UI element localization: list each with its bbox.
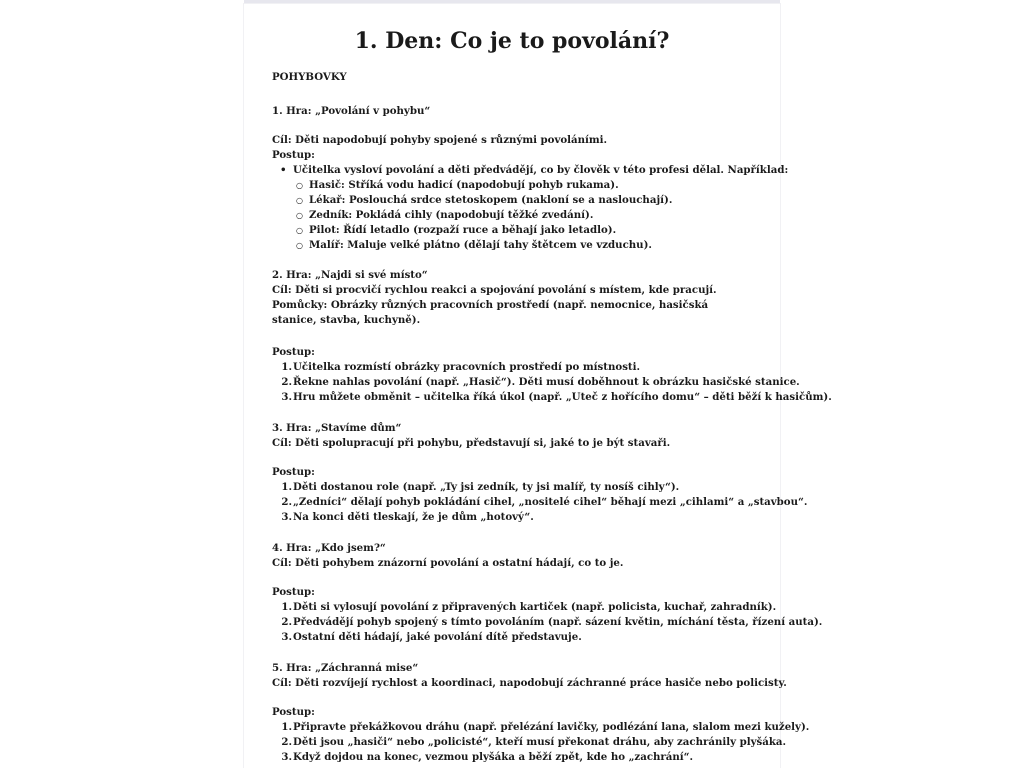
list-item: 2. Předvádějí pohyb spojený s tímto povoláním (např. sázení květin, míchání těsta, řízení auta). bbox=[281, 616, 823, 628]
game4-title: 4. Hra: „Kdo jsem?“ bbox=[272, 542, 386, 554]
game4-procedure-label: Postup: bbox=[272, 586, 315, 598]
game2-goal: Cíl: Děti si procvičí rychlou reakci a spojování povolání s místem, kde pracují. bbox=[272, 284, 717, 296]
game3-title: 3. Hra: „Stavíme dům“ bbox=[272, 422, 402, 434]
list-item: 2. Řekne nahlas povolání (např. „Hasič“). Děti musí doběhnout k obrázku hasičské stanice. bbox=[281, 376, 800, 388]
game3-goal: Cíl: Děti spolupracují při pohybu, představují si, jaké to je být stavaři. bbox=[272, 437, 671, 449]
list-item: 3. Hru můžete obměnit – učitelka říká úkol (např. „Uteč z hořícího domu“ – děti běží k hasičům). bbox=[281, 391, 832, 403]
list-item: 2. Děti jsou „hasiči“ nebo „policisté“, kteří musí překonat dráhu, aby zachránily plyšáka. bbox=[281, 736, 787, 748]
game2-title: 2. Hra: „Najdi si své místo“ bbox=[272, 269, 428, 281]
document-title: 1. Den: Co je to povolání? bbox=[354, 28, 670, 54]
game2-procedure-label: Postup: bbox=[272, 346, 315, 358]
list-item: 1. Připravte překážkovou dráhu (např. přelézání lavičky, podlézání lana, slalom mezi kužely). bbox=[281, 721, 810, 733]
game5-goal: Cíl: Děti rozvíjejí rychlost a koordinaci, napodobují záchranné práce hasiče nebo policisty. bbox=[272, 677, 787, 689]
game1-examples bbox=[272, 178, 772, 253]
list-item: 1. Učitelka rozmístí obrázky pracovních prostředí po místnosti. bbox=[281, 361, 641, 373]
game4-goal: Cíl: Děti pohybem znázorní povolání a ostatní hádají, co to je. bbox=[272, 557, 624, 569]
list-item: 3. Když dojdou na konec, vezmou plyšáka a běží zpět, kde ho „zachrání“. bbox=[281, 751, 694, 763]
list-item: ○ Lékař: Poslouchá srdce stetoskopem (nakloní se a naslouchají). bbox=[272, 193, 772, 208]
list-item: 2. „Zedníci“ dělají pohyb pokládání cihel, „nositelé cihel“ běhají mezi „cihlami“ a „stavbou“. bbox=[281, 496, 808, 508]
game1-procedure-label: Postup: bbox=[272, 149, 315, 161]
game5-steps bbox=[272, 720, 810, 765]
list-item: 3. Ostatní děti hádají, jaké povolání dítě představuje. bbox=[281, 631, 582, 643]
document-body bbox=[272, 70, 832, 765]
list-item: ○ Malíř: Maluje velké plátno (dělají tahy štětcem ve vzduchu). bbox=[272, 238, 772, 253]
game4-steps bbox=[272, 600, 823, 645]
list-item: ○ Zedník: Pokládá cihly (napodobují těžké zvedání). bbox=[272, 208, 772, 223]
document-page bbox=[244, 4, 832, 768]
list-item: ○ Hasič: Stříká vodu hadicí (napodobují pohyb rukama). bbox=[272, 178, 772, 193]
game5-procedure-label: Postup: bbox=[272, 706, 315, 718]
game3-steps bbox=[272, 480, 808, 525]
game1-bullet-list bbox=[272, 163, 789, 178]
list-item: ○ Pilot: Řídí letadlo (rozpaží ruce a běhají jako letadlo). bbox=[272, 223, 772, 238]
game1-title: 1. Hra: „Povolání v pohybu“ bbox=[272, 105, 431, 117]
list-item: 1. Děti si vylosují povolání z připravených kartiček (např. policista, kuchař, zahradník). bbox=[281, 601, 777, 613]
list-item: • Učitelka vysloví povolání a děti předvádějí, co by člověk v této profesi dělal. Například: bbox=[272, 163, 772, 178]
list-item: 3. Na konci děti tleskají, že je dům „hotový“. bbox=[281, 511, 534, 523]
game2-aids: Pomůcky: Obrázky různých pracovních prostředí (např. nemocnice, hasičská stanice, stavba, kuchyně). bbox=[272, 299, 709, 326]
game1-goal: Cíl: Děti napodobují pohyby spojené s různými povoláními. bbox=[272, 134, 608, 146]
game2-steps bbox=[272, 360, 832, 405]
game5-title: 5. Hra: „Záchranná mise“ bbox=[272, 662, 419, 674]
game3-procedure-label: Postup: bbox=[272, 466, 315, 478]
section-heading: POHYBOVKY bbox=[272, 71, 347, 83]
list-item: 1. Děti dostanou role (např. „Ty jsi zedník, ty jsi malíř, ty nosíš cihly“). bbox=[281, 481, 680, 493]
